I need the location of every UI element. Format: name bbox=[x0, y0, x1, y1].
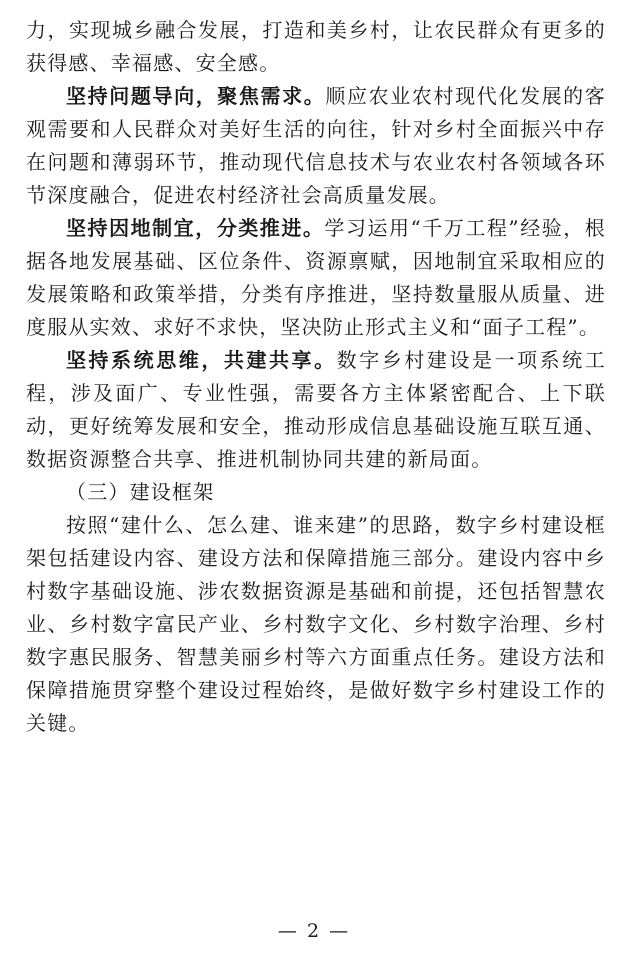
paragraph-text: 力，实现城乡融合发展，打造和美乡村，让农民群众有更多的获得感、幸福感、安全感。 bbox=[26, 18, 606, 75]
paragraph-lead: 坚持因地制宜，分类推进。 bbox=[66, 216, 325, 240]
page-number: — 2 — bbox=[277, 920, 351, 942]
paragraph-lead: 坚持系统思维，共建共享。 bbox=[66, 348, 337, 372]
paragraph-framework bbox=[26, 509, 606, 740]
paragraph-local-conditions bbox=[26, 212, 606, 344]
section-heading-text: （三）建设框架 bbox=[66, 480, 215, 504]
paragraph-text: 数字乡村建设是一项系统工程，涉及面广、专业性强，需要各方主体紧密配合、上下联动，更好统筹发展和安全，推动形成信息基础设施互联互通、数据资源整合共享、推进机制协同共建的新局面。 bbox=[26, 348, 606, 471]
document-body bbox=[26, 14, 606, 740]
paragraph-text: 学习运用“千万工程”经验，根据各地发展基础、区位条件、资源禀赋，因地制宜采取相应的发展策略和政策举措，分类有序推进，坚持数量服从质量、进度服从实效、求好不求快，坚决防止形式主义和“面子工程”。 bbox=[26, 216, 606, 339]
paragraph-text: 按照“建什么、怎么建、谁来建”的思路，数字乡村建设框架包括建设内容、建设方法和保障措施三部分。建设内容中乡村数字基础设施、涉农数据资源是基础和前提，还包括智慧农业、乡村数字富民产业、乡村数字文化、乡村数字治理、乡村数字惠民服务、智慧美丽乡村等六方面重点任务。建设方法和保障措施贯穿整个建设过程始终，是做好数字乡村建设工作的关键。 bbox=[26, 513, 606, 735]
paragraph-systems-thinking bbox=[26, 344, 606, 476]
section-heading bbox=[26, 476, 606, 509]
paragraph-lead: 坚持问题导向，聚焦需求。 bbox=[66, 84, 326, 108]
paragraph-continuation bbox=[26, 14, 606, 80]
paragraph-text: 顺应农业农村现代化发展的客观需要和人民群众对美好生活的向往，针对乡村全面振兴中存在问题和薄弱环节，推动现代信息技术与农业农村各领域各环节深度融合，促进农村经济社会高质量发展。 bbox=[26, 84, 606, 207]
paragraph-problem-orientation bbox=[26, 80, 606, 212]
